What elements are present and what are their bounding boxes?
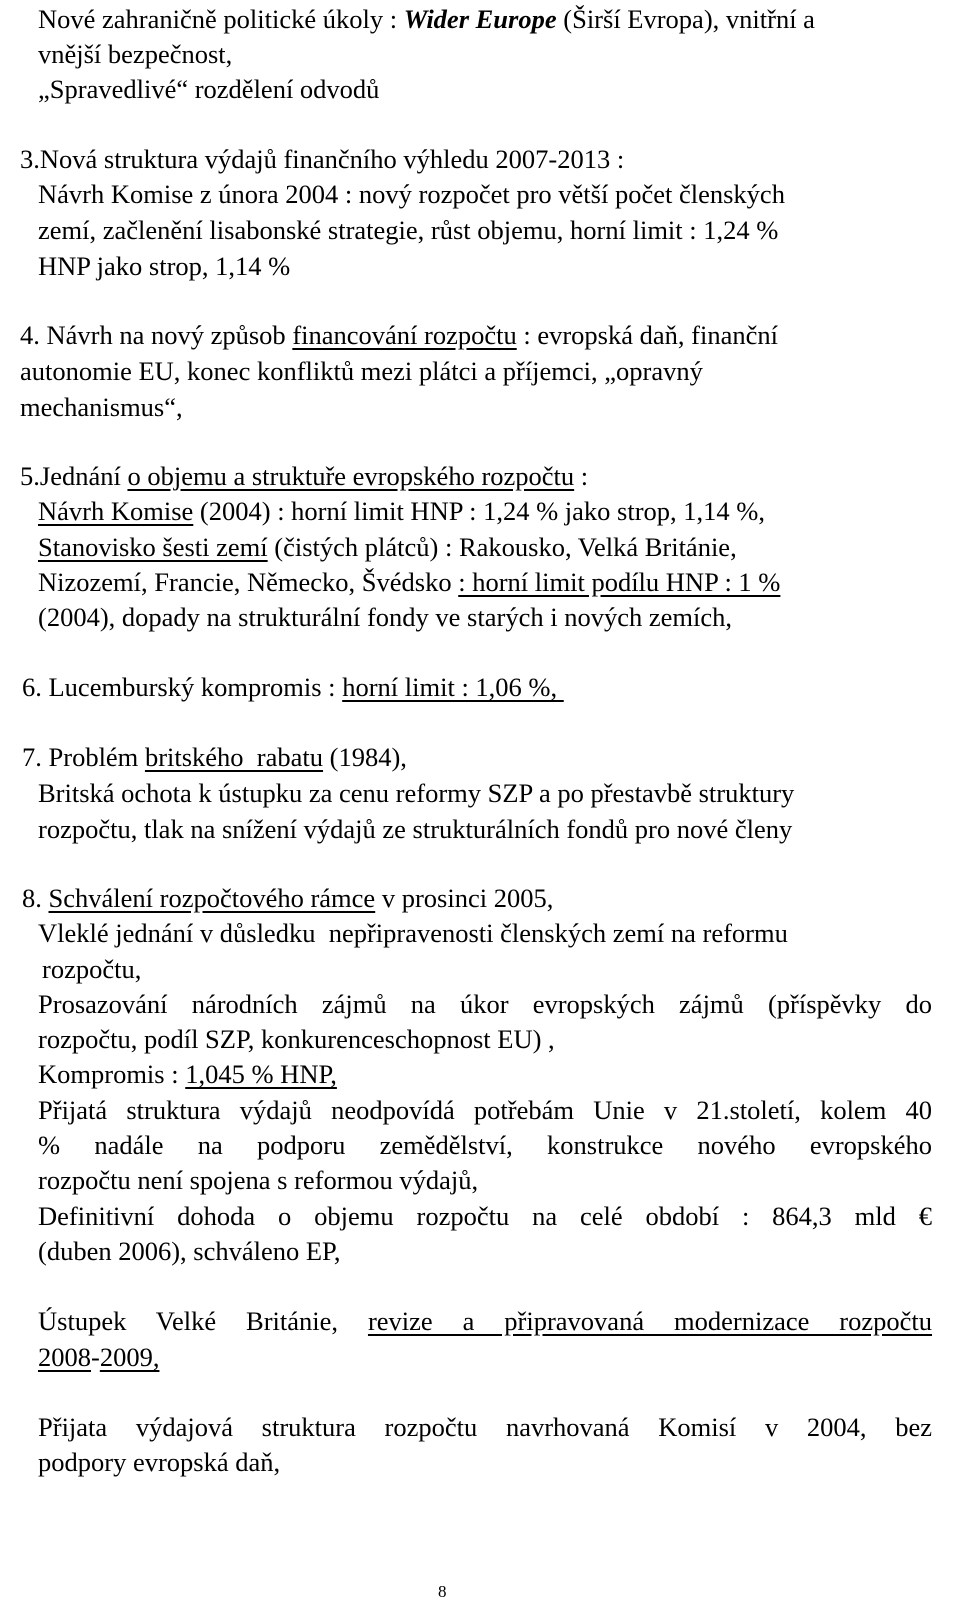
text-line: autonomie EU, konec konfliktů mezi plátci a příjemci, „opravný (20, 356, 703, 386)
text-line: rozpočtu, (42, 954, 142, 984)
text-run: 4. Návrh na nový způsob (20, 320, 293, 350)
text-line: mechanismus“, (20, 392, 183, 422)
text-line: rozpočtu, podíl SZP, konkurenceschopnost EU) , (38, 1024, 555, 1054)
text-run: (Širší Evropa), vnitřní a (556, 4, 815, 34)
text-line: zemí, začlenění lisabonské strategie, růst objemu, horní limit : 1,24 % (38, 215, 779, 245)
underlined-term: Návrh Komise (38, 496, 194, 526)
text-line (38, 1340, 159, 1376)
text-line: Vleklé jednání v důsledku nepřipravenosti členských zemí na reformu (38, 918, 788, 948)
text-line: Přijata výdajová struktura rozpočtu navrhovaná Komisí v 2004, bez (38, 1412, 932, 1442)
underlined-term: Schválení rozpočtového rámce (48, 883, 376, 913)
text-run: - (91, 1342, 100, 1372)
text-run: : evropská daň, finanční (516, 320, 778, 350)
text-run: (čistých plátců) : Rakousko, Velká Británie, (267, 532, 737, 562)
text-run: (2004) : horní limit HNP : 1,24 % jako strop, 1,14 %, (193, 496, 765, 526)
underlined-term: revize a připravovaná modernizace rozpočtu (367, 1306, 933, 1336)
text-line: Definitivní dohoda o objemu rozpočtu na celé období : 864,3 mld € (38, 1201, 932, 1231)
underlined-term: 2008 (38, 1342, 91, 1372)
text-line: Návrh Komise z února 2004 : nový rozpočet pro větší počet členských (38, 179, 785, 209)
text-line: % nadále na podporu zemědělství, konstrukce nového evropského (38, 1130, 932, 1160)
underlined-term: 1,045 % HNP, (185, 1059, 337, 1089)
text-line: Přijatá struktura výdajů neodpovídá potřebám Unie v 21.století, kolem 40 (38, 1095, 932, 1125)
section-7-heading (22, 740, 407, 776)
text-run: 8. (22, 883, 49, 913)
text-line: vnější bezpečnost, (38, 39, 233, 69)
text-line: (duben 2006), schváleno EP, (38, 1236, 341, 1266)
section-6-heading (22, 670, 564, 706)
text-line: (2004), dopady na strukturální fondy ve starých i nových zemích, (38, 602, 732, 632)
italic-term: Wider Europe (403, 4, 557, 34)
text-line: Prosazování národních zájmů na úkor evropských zájmů (příspěvky do (38, 989, 932, 1019)
text-run: Kompromis : (38, 1059, 186, 1089)
text-line (38, 530, 737, 566)
text-line: podpory evropská daň, (38, 1447, 281, 1477)
text-line (38, 565, 780, 601)
text-line: „Spravedlivé“ rozdělení odvodů (38, 74, 380, 104)
text-run: (1984), (323, 742, 407, 772)
text-run: 6. Lucemburský kompromis : (22, 672, 343, 702)
underlined-term: britského rabatu (144, 742, 324, 772)
text-run: v prosinci 2005, (375, 883, 554, 913)
text-line (38, 494, 765, 530)
text-run: : (574, 461, 589, 491)
text-line: HNP jako strop, 1,14 % (38, 251, 291, 281)
underlined-term: Stanovisko šesti zemí (38, 532, 268, 562)
text-line (38, 1057, 337, 1093)
underlined-term: 2009, (99, 1342, 160, 1372)
text-run: Nizozemí, Francie, Německo, Švédsko (38, 567, 459, 597)
section-3-heading: 3.Nová struktura výdajů finančního výhledu 2007-2013 : (20, 144, 625, 174)
section-4-heading (20, 318, 778, 354)
underlined-term: financování rozpočtu (292, 320, 517, 350)
section-5-heading (20, 459, 588, 495)
text-line (38, 2, 815, 38)
text-line: rozpočtu není spojena s reformou výdajů, (38, 1165, 479, 1195)
underlined-term: : horní limit podílu HNP : 1 % (458, 567, 781, 597)
underlined-term: o objemu a struktuře evropského rozpočtu (127, 461, 575, 491)
underlined-term: horní limit : 1,06 %, (342, 672, 564, 702)
text-line (38, 1304, 932, 1340)
text-line: rozpočtu, tlak na snížení výdajů ze strukturálních fondů pro nové členy (38, 814, 793, 844)
text-run: Ústupek Velké Británie, (38, 1306, 368, 1336)
section-8-heading (22, 881, 553, 917)
text-run: Nové zahraničně politické úkoly : (38, 4, 404, 34)
text-run: 5.Jednání (20, 461, 128, 491)
page-number: 8 (438, 1582, 447, 1601)
text-run: 7. Problém (22, 742, 145, 772)
text-line: Britská ochota k ústupku za cenu reformy SZP a po přestavbě struktury (38, 778, 795, 808)
